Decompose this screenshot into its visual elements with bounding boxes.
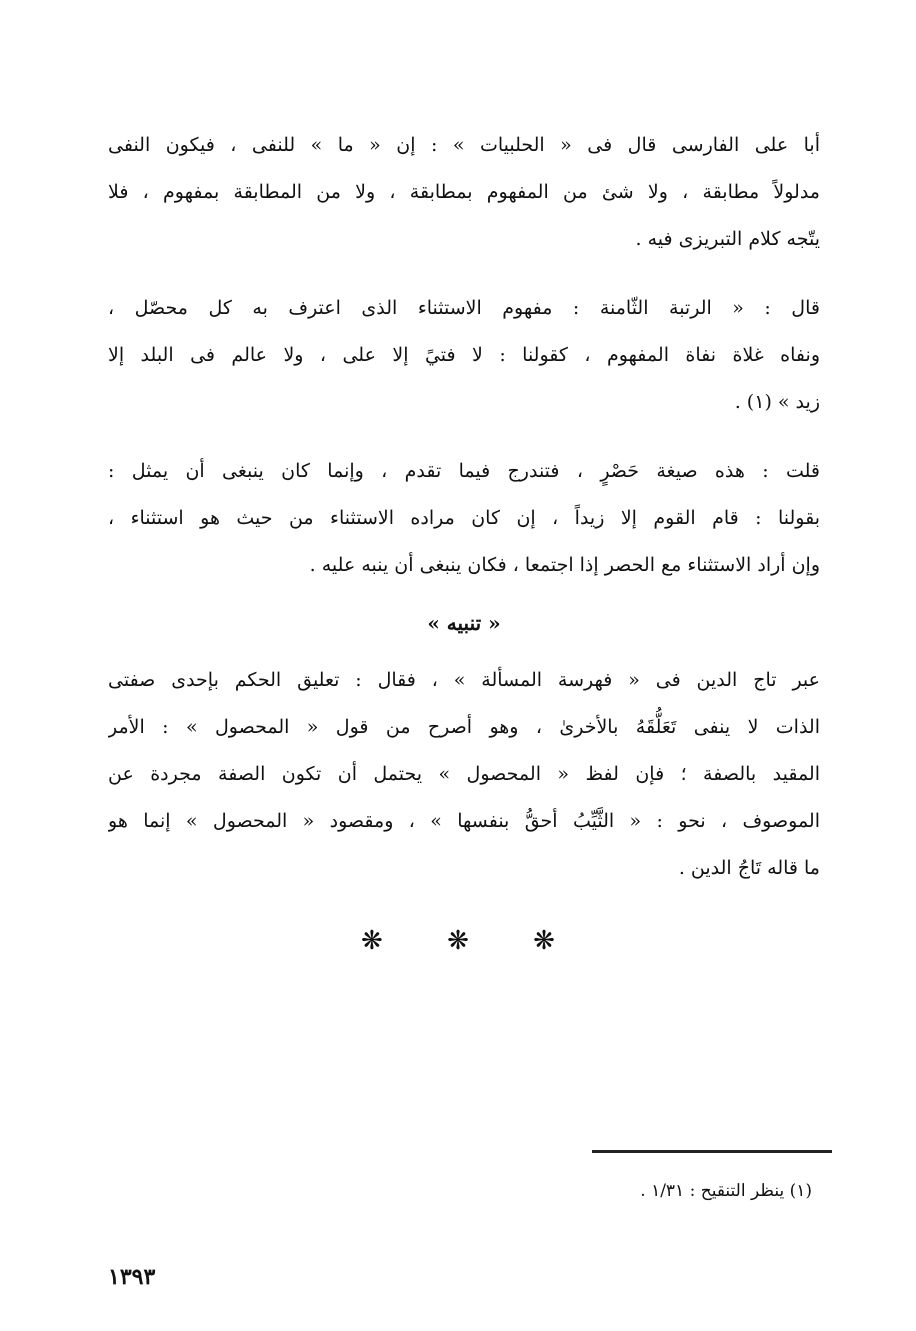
text-line: ما قاله تَاجُ الدين .	[678, 857, 820, 879]
text-line: الموصوف ، نحو : « الثَّيِّبُ أحقُّ بنفسها » ، ومقصود « المحصول » إنما هو	[108, 810, 820, 832]
text-line: بقولنا : قام القوم إلا زيداً ، إن كان مراده الاستثناء من حيث هو استثناء ،	[108, 507, 820, 529]
footnote: (١) ينظر التنقيح : ١/٣١ .	[640, 1181, 812, 1201]
text-line: قال : « الرتبة الثّامنة : مفهوم الاستثناء الذى اعترف به كل محصّل ،	[108, 297, 820, 319]
page-number: ١٣٩٣	[108, 1264, 156, 1290]
paragraph-3	[108, 448, 820, 589]
text-line: ونفاه غلاة نفاة المفهوم ، كقولنا : لا فتيً إلا على ، ولا عالم فى البلد إلا	[108, 344, 820, 366]
text-line: عبر تاج الدين فى « فهرسة المسألة » ، فقال : تعليق الحكم بإحدى صفتى	[108, 669, 820, 691]
text-line: المقيد بالصفة ؛ فإن لفظ « المحصول » يحتمل أن تكون الصفة مجردة عن	[108, 763, 820, 785]
paragraph-1	[108, 122, 820, 263]
text-line: قلت : هذه صيغة حَصْرٍ ، فتندرج فيما تقدم ، وإنما كان ينبغى أن يمثل :	[108, 460, 820, 482]
text-line: يتّجه كلام التبريزى فيه .	[635, 228, 820, 250]
text-line: زيد » (١) .	[734, 391, 820, 413]
text-line: مدلولاً مطابقة ، ولا شئ من المفهوم بمطابقة ، ولا من المطابقة بمفهوم ، فلا	[108, 181, 820, 203]
note-paragraph	[108, 657, 820, 892]
footnote-divider	[592, 1150, 832, 1153]
text-line: الذات لا ينفى تَعَلُّقَهُ بالأخرىٰ ، وهو أصرح من قول « المحصول » : الأمر	[108, 716, 820, 738]
text-line: وإن أراد الاستثناء مع الحصر إذا اجتمعا ، فكان ينبغى أن ينبه عليه .	[309, 554, 820, 576]
text-line: أبا على الفارسى قال فى « الحلبيات » : إن « ما » للنفى ، فيكون النفى	[108, 134, 820, 156]
paragraph-2	[108, 285, 820, 426]
section-separator: ❋ ❋ ❋	[361, 926, 583, 956]
page-body	[108, 122, 820, 914]
section-heading: « تنبيه »	[427, 611, 501, 635]
